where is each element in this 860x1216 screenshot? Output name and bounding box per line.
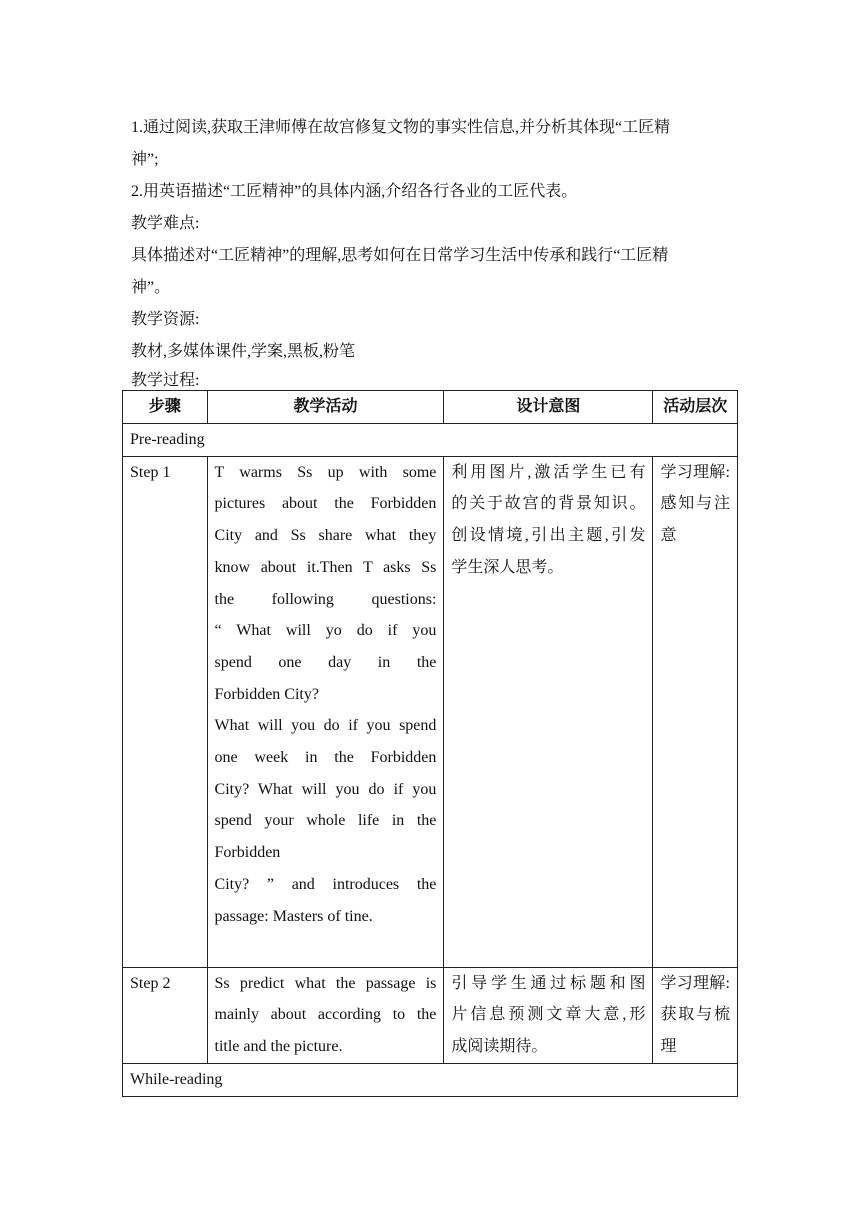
step1-activity-line: “ What will yo do if you [214,622,437,640]
section-while-reading: While-reading [123,1063,738,1096]
table-header-row [123,391,738,424]
step1-activity-line: the following questions: [214,590,437,608]
step1-activity-line: spend your whole life in the [214,812,437,830]
step1-activity [207,456,444,967]
step2-intent-line: 成阅读期待。 [451,1038,548,1056]
step2-intent-line: 片信息预测文章大意,形 [451,1006,646,1024]
section-row-while-reading [123,1063,738,1096]
lesson-table [122,390,738,1097]
step1-intent-line: 利用图片,激活学生已有 [451,463,646,481]
difficulty-heading [131,208,731,240]
resources-heading [131,304,731,336]
step1-activity-line: City and Ss share what they [214,527,437,545]
step1-intent-line: 创设情境,引出主题,引发 [451,527,646,545]
step1-level-line: 意 [660,527,677,545]
step2-activity-line: Ss predict what the passage is [214,974,437,992]
step1-activity-line: one week in the Forbidden [214,749,437,767]
step1-activity-line: spend one day in the [214,653,437,671]
step2-level-line: 学习理解: [660,974,730,992]
step2-level [653,967,738,1063]
resources-text [131,336,731,368]
step1-activity-line: Forbidden [214,844,281,862]
header-intent: 设计意图 [444,391,653,424]
step1-level-line: 学习理解: [660,463,730,481]
objective-1 [131,112,731,176]
step2-label: Step 2 [123,967,208,1063]
objective-1-line-1: 1.通过阅读,获取王津师傅在故宫修复文物的事实性信息,并分析其体现“工匠精 [131,119,671,136]
header-activity: 教学活动 [207,391,444,424]
step2-level-line: 理 [660,1038,677,1056]
step1-activity-line: know about it.Then T asks Ss [214,558,437,576]
step1-intent-line: 学生深人思考。 [451,558,564,576]
header-step: 步骤 [123,391,208,424]
step1-intent [444,456,653,967]
step2-level-line: 获取与梳 [660,1006,730,1024]
table-row-step2 [123,967,738,1063]
step2-intent [444,967,653,1063]
step1-activity-line: T warms Ss up with some [214,463,437,481]
step1-intent-line: 的关于故宫的背景知识。 [451,495,646,513]
step1-label: Step 1 [123,456,208,967]
step1-level-line: 感知与注 [660,495,730,513]
step1-activity-line: What will you do if you spend [214,717,437,735]
difficulty-text [131,240,731,304]
resources-heading-text: 教学资源: [131,311,200,328]
objective-2-text: 2.用英语描述“工匠精神”的具体内涵,介绍各行各业的工匠代表。 [131,183,578,200]
objective-1-line-2: 神”; [131,151,159,168]
difficulty-line-2: 神”。 [131,279,171,296]
section-row-pre-reading [123,424,738,457]
step1-activity-line: passage: Masters of tine. [214,907,373,925]
step2-activity [207,967,444,1063]
step1-activity-line: Forbidden City? [214,685,319,703]
table-row-step1 [123,456,738,967]
step2-activity-line: mainly about according to the [214,1006,437,1024]
difficulty-heading-text: 教学难点: [131,215,200,232]
objective-2 [131,176,731,208]
step2-activity-line: title and the picture. [214,1038,343,1056]
step1-activity-line: pictures about the Forbidden [214,495,437,513]
difficulty-line-1: 具体描述对“工匠精神”的理解,思考如何在日常学习生活中传承和践行“工匠精 [131,247,669,264]
step1-activity-line: City? ” and introduces the [214,875,437,893]
header-level: 活动层次 [653,391,738,424]
step1-activity-line: City? What will you do if you [214,780,437,798]
step2-intent-line: 引导学生通过标题和图 [451,974,646,992]
step1-level [653,456,738,967]
resources-list: 教材,多媒体课件,学案,黑板,粉笔 [131,343,356,360]
section-pre-reading: Pre-reading [123,424,738,457]
process-heading-text: 教学过程: [131,372,200,389]
